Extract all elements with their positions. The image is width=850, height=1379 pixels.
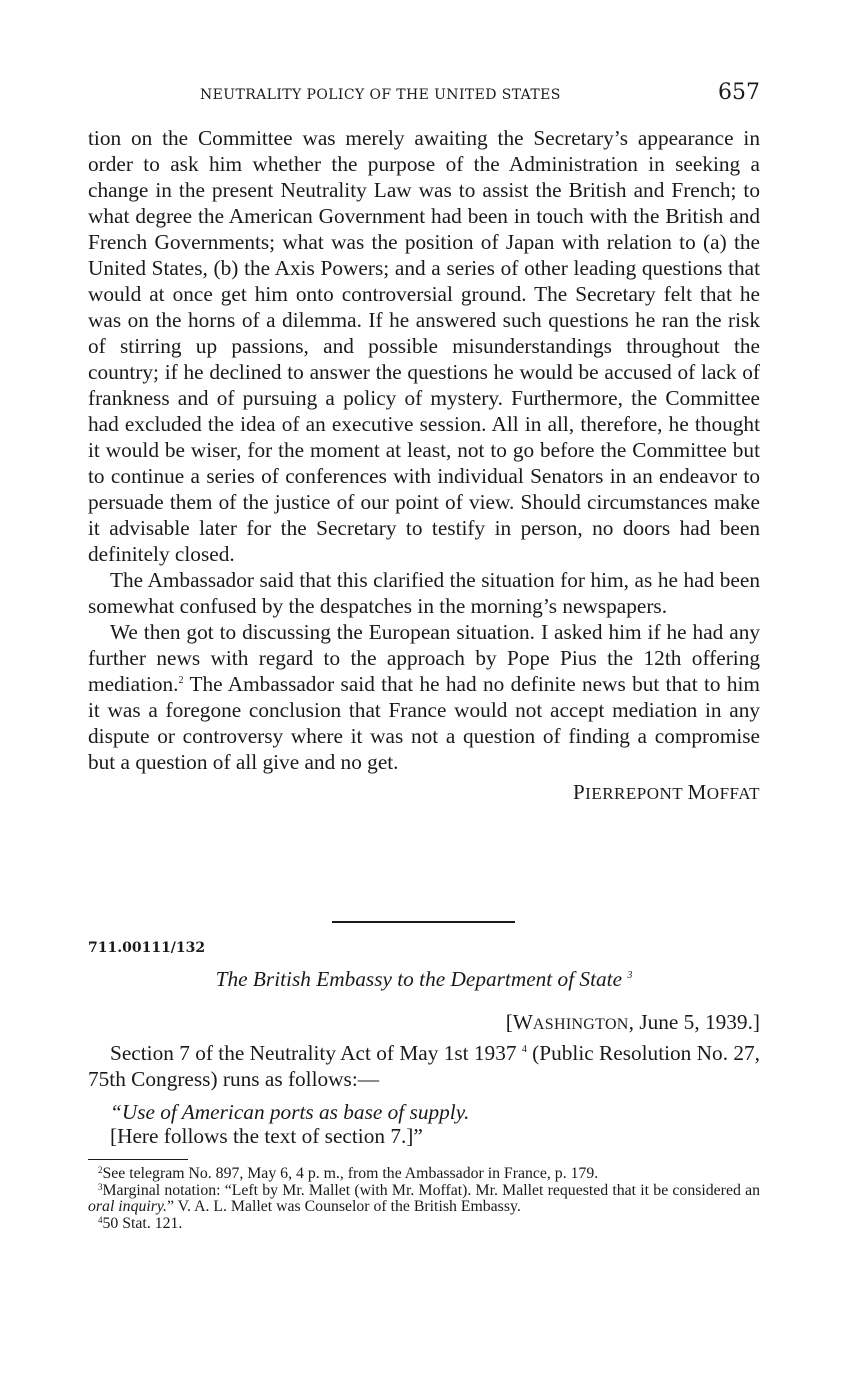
running-head bbox=[88, 80, 760, 110]
body-text bbox=[88, 125, 760, 807]
footnote-2 bbox=[88, 1166, 760, 1183]
dateline-open: [W bbox=[505, 1010, 533, 1034]
footnotes bbox=[88, 1166, 760, 1232]
paragraph-european-situation bbox=[88, 619, 760, 775]
footnote-text: ” V. A. L. Mallet was Counselor of the British Embassy. bbox=[167, 1198, 521, 1215]
quoted-section bbox=[110, 1100, 469, 1148]
footnote-mark: 4 bbox=[98, 1214, 103, 1225]
paragraph-text-part: (Public Resolution No. 27, 75th Congress) runs as follows:— bbox=[88, 1041, 760, 1091]
footnote-text: Marginal notation: “Left by Mr. Mallet (with Mr. Moffat). Mr. Mallet requested that it be considered an bbox=[102, 1181, 760, 1199]
paragraph-section-7 bbox=[88, 1040, 760, 1092]
footnote-emphasis: oral inquiry. bbox=[88, 1198, 167, 1215]
footnote-3 bbox=[88, 1183, 760, 1216]
quote-note: [Here follows the text of section 7.]” bbox=[110, 1124, 423, 1148]
page-number: 657 bbox=[718, 80, 760, 105]
file-number: 711.00111/132 bbox=[88, 940, 206, 956]
signature bbox=[88, 779, 760, 807]
footnote-rule bbox=[88, 1159, 188, 1160]
section-paragraph bbox=[88, 1040, 760, 1092]
dateline bbox=[506, 1010, 760, 1035]
footnote-4 bbox=[88, 1216, 760, 1233]
signature-text: OFFAT bbox=[706, 784, 760, 803]
footnote-mark: 2 bbox=[98, 1165, 103, 1175]
footnote-ref-2: 2 bbox=[178, 675, 184, 686]
paragraph-text-part: We then got to discussing the European situation. I asked him if he had any further news with regard to the approach by Pope Pius the 12th offering mediation. bbox=[88, 620, 760, 696]
quote-heading: “Use of American ports as base of supply. bbox=[110, 1100, 470, 1124]
paragraph-text-part: The Ambassador said that he had no definite news but that to him it was a foregone conclusion that France would not accept mediation in any dispute or controversy where it was not a question of finding a compromise but a question of all give and no get. bbox=[88, 672, 760, 774]
signature-text: IERREPONT bbox=[585, 784, 683, 803]
footnote-text: See telegram No. 897, May 6, 4 p. m., from the Ambassador in France, p. 179. bbox=[102, 1165, 599, 1182]
section-divider bbox=[332, 921, 515, 923]
footnote-ref-4: 4 bbox=[521, 1044, 527, 1055]
dateline-date: , June 5, 1939.] bbox=[628, 1010, 760, 1034]
dateline-city: ASHINGTON bbox=[532, 1016, 629, 1033]
signature-initial: P bbox=[572, 780, 586, 804]
footnote-ref-3: 3 bbox=[627, 970, 633, 981]
running-title: NEUTRALITY POLICY OF THE UNITED STATES bbox=[200, 87, 561, 103]
paragraph-text-part: Section 7 of the Neutrality Act of May 1st 1937 bbox=[110, 1041, 517, 1065]
paragraph-continuation: tion on the Committee was merely awaiting the Secretary’s appearance in order to ask him whether the purpose of the Administration in seeking a change in the present Neutrality Law was to assist the British and French; to what degree the American Government had been in touch with the British and French Governments; what was the position of Japan with relation to (a) the United States, (b) the Axis Powers; and a series of other leading questions that would at once get him onto controversial ground. The Secretary felt that he was on the horns of a dilemma. If he answered such questions he ran the risk of stirring up passions, and possible misunderstandings throughout the country; if he declined to answer the questions he would be accused of lack of frankness and of pursuing a policy of mystery. Furthermore, the Committee had excluded the idea of an executive session. All in all, therefore, he thought it would be wiser, for the moment at least, not to go before the Committee but to continue a series of conferences with individual Senators in an endeavor to persuade them of the justice of our point of view. Should circumstances make it advisable later for the Secretary to testify in person, no doors had been definitely closed. bbox=[88, 126, 760, 566]
document-title bbox=[88, 967, 760, 992]
document-title-text: The British Embassy to the Department of State bbox=[215, 967, 623, 991]
footnote-mark: 3 bbox=[98, 1181, 103, 1192]
signature-initial: M bbox=[687, 780, 707, 804]
footnote-text: 50 Stat. 121. bbox=[102, 1214, 183, 1232]
paragraph-ambassador-clarified: The Ambassador said that this clarified the situation for him, as he had been somewhat confused by the despatches in the morning’s newspapers. bbox=[88, 568, 760, 618]
